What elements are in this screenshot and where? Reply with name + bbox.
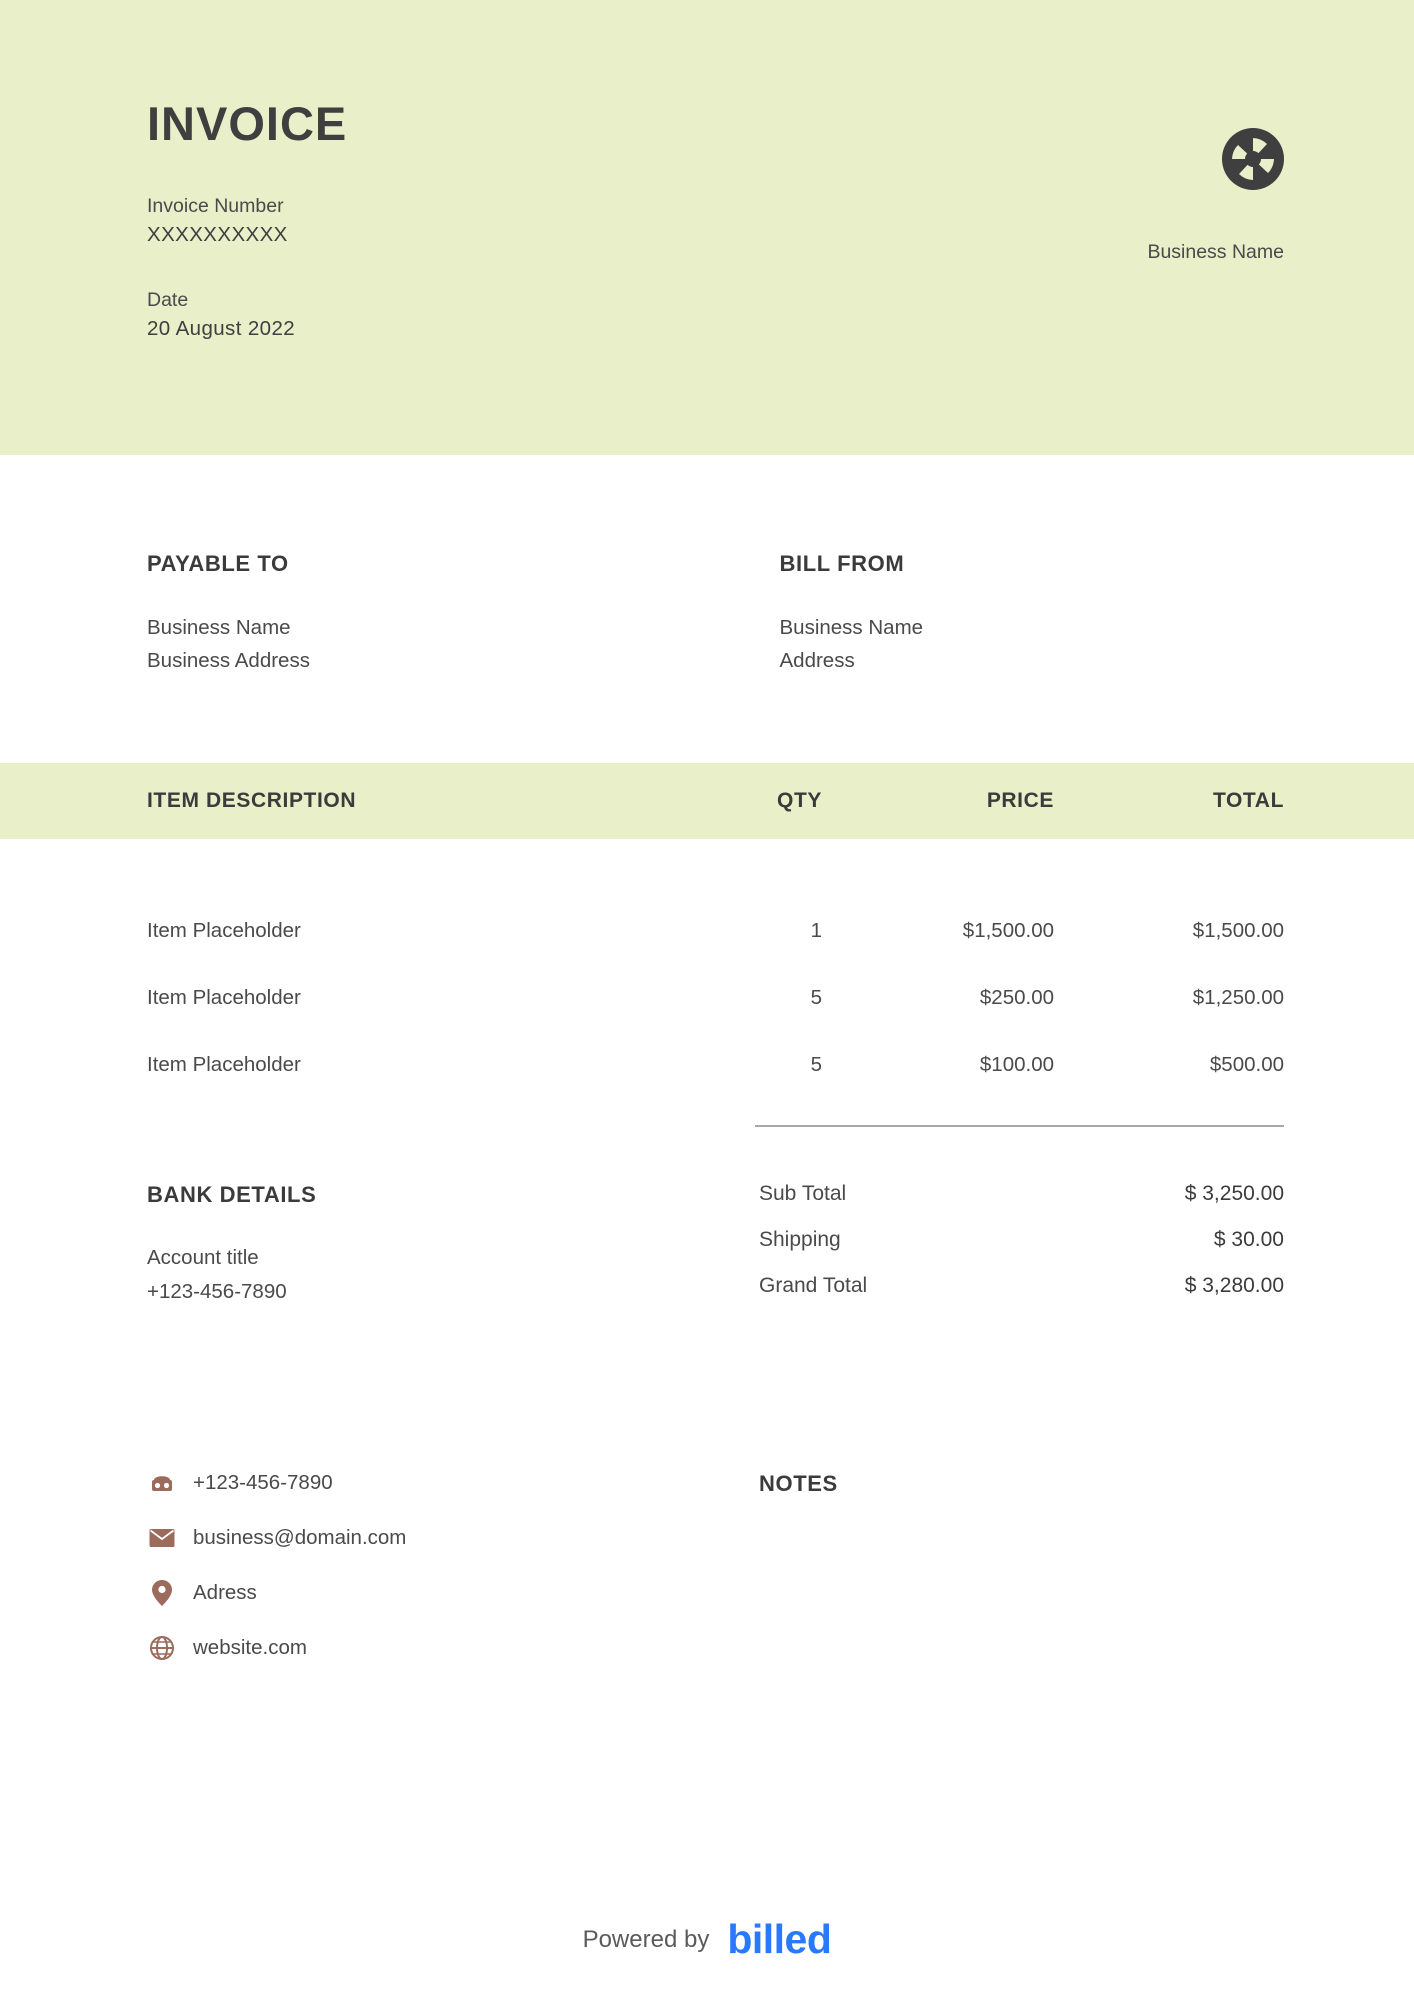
total-value: $ 3,250.00 — [1184, 1182, 1284, 1206]
cell-qty: 1 — [810, 918, 822, 942]
payable-to-line: Business Name — [147, 616, 291, 639]
notes-heading: NOTES — [759, 1471, 838, 1497]
bank-details-line: Account title — [147, 1246, 259, 1270]
cell-qty: 5 — [810, 985, 822, 1009]
invoice-number-block — [147, 192, 1284, 250]
contact-address — [147, 1578, 759, 1608]
cell-total: $1,500.00 — [1192, 918, 1284, 942]
table-row — [147, 964, 1284, 1031]
notes-block — [759, 1468, 1284, 1688]
footer — [0, 1916, 1414, 1962]
cell-description: Item Placeholder — [147, 918, 301, 942]
total-value: $ 3,280.00 — [1184, 1274, 1284, 1298]
globe-icon — [147, 1633, 177, 1663]
contact-and-notes-section — [0, 1320, 1414, 1688]
location-pin-icon — [147, 1578, 177, 1608]
contact-block — [147, 1468, 759, 1688]
powered-by-text: Powered by — [582, 1925, 710, 1953]
total-label: Shipping — [759, 1228, 841, 1252]
invoice-number-label: Invoice Number — [147, 195, 284, 217]
bill-from-block — [716, 551, 1285, 677]
bank-details-line: +123-456-7890 — [147, 1279, 287, 1303]
bill-from-line: Address — [779, 649, 855, 673]
cell-qty: 5 — [810, 1052, 822, 1076]
cell-price: $1,500.00 — [962, 918, 1054, 942]
invoice-date-label: Date — [147, 288, 189, 311]
bank-details-heading: BANK DETAILS — [147, 1182, 317, 1208]
cell-price: $100.00 — [979, 1052, 1054, 1076]
table-row — [147, 897, 1284, 964]
column-header-price: PRICE — [986, 789, 1054, 813]
invoice-number-value: XXXXXXXXXX — [147, 223, 288, 247]
payable-to-line: Business Address — [147, 649, 310, 673]
phone-icon — [147, 1468, 177, 1498]
invoice-date-value: 20 August 2022 — [147, 317, 296, 341]
cell-description: Item Placeholder — [147, 985, 301, 1009]
contact-email — [147, 1523, 759, 1553]
total-label: Sub Total — [759, 1182, 847, 1206]
total-row-shipping — [759, 1228, 1284, 1252]
bank-details-block — [147, 1182, 759, 1320]
invoice-header — [0, 0, 1414, 455]
contact-phone-text: +123-456-7890 — [193, 1471, 333, 1495]
contact-website-text: website.com — [193, 1636, 307, 1660]
aperture-icon — [1147, 128, 1284, 195]
brand-block — [1147, 128, 1284, 264]
contact-phone — [147, 1468, 759, 1498]
column-header-total: TOTAL — [1212, 789, 1284, 813]
column-header-qty: QTY — [777, 789, 822, 813]
cell-total: $500.00 — [1209, 1052, 1284, 1076]
table-row — [147, 1031, 1284, 1098]
bill-from-line: Business Name — [779, 616, 924, 639]
contact-address-text: Adress — [193, 1581, 257, 1605]
column-header-description: ITEM DESCRIPTION — [147, 789, 357, 813]
invoice-date-block — [147, 286, 1284, 344]
payable-to-heading: PAYABLE TO — [147, 551, 289, 576]
total-label: Grand Total — [759, 1274, 868, 1298]
totals-block — [759, 1182, 1284, 1320]
email-icon — [147, 1523, 177, 1553]
table-header-row — [0, 763, 1414, 839]
total-row-grand-total — [759, 1274, 1284, 1298]
cell-price: $250.00 — [979, 985, 1054, 1009]
address-section — [0, 455, 1414, 677]
total-value: $ 30.00 — [1213, 1228, 1284, 1252]
billed-logo: billed — [727, 1916, 832, 1962]
contact-email-text: business@domain.com — [193, 1526, 407, 1550]
items-table — [0, 763, 1414, 1127]
cell-description: Item Placeholder — [147, 1052, 301, 1076]
page-title: INVOICE — [147, 97, 348, 150]
bill-from-heading: BILL FROM — [779, 551, 905, 576]
brand-name: Business Name — [1147, 241, 1284, 263]
contact-website — [147, 1633, 759, 1663]
total-row-subtotal — [759, 1182, 1284, 1206]
bank-and-totals-section — [0, 1127, 1414, 1320]
cell-total: $1,250.00 — [1192, 985, 1284, 1009]
table-body — [0, 897, 1414, 1098]
payable-to-block — [147, 551, 716, 677]
